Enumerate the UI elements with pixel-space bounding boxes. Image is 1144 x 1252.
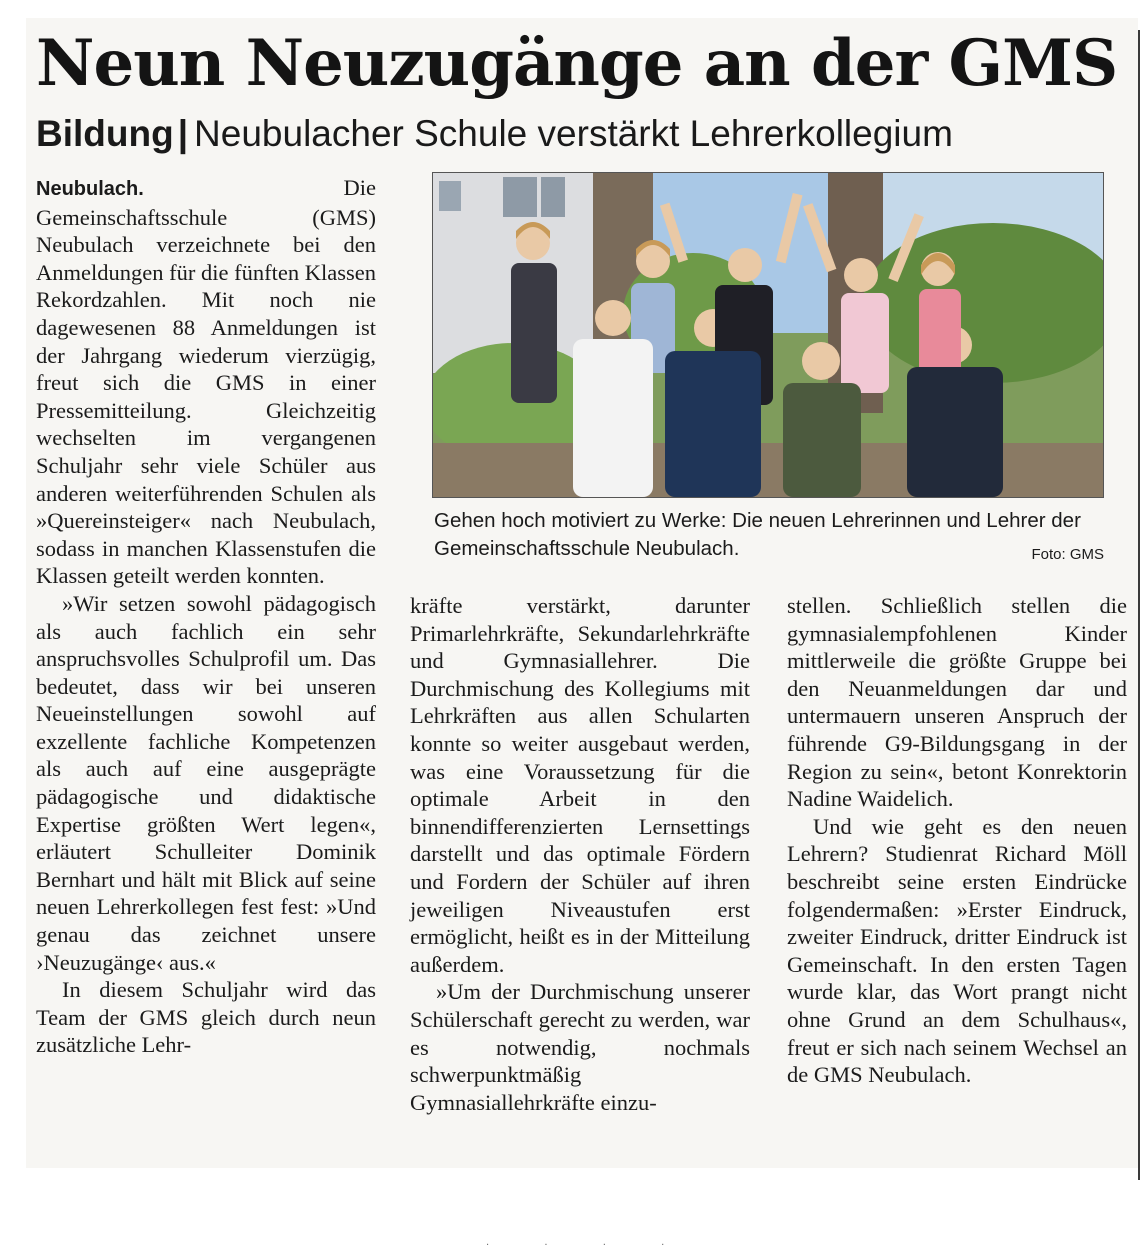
page-dots: · · · ·: [486, 1240, 691, 1251]
subheadline: Neubulacher Schule verstärkt Lehrerkollegium: [194, 113, 953, 154]
text-column-3: [787, 592, 1127, 1089]
article-photo: [432, 172, 1104, 498]
kicker: Bildung: [36, 113, 174, 154]
paragraph: stellen. Schließlich stellen die gymnasialempfohlenen Kinder mittlerweile die größte Gruppe bei den Neuanmeldungen dar und untermauern unseren Anspruch der führende G9-Bildungsgang in der Region zu sein«, betont Konrektorin Nadine Waidelich.: [787, 593, 1127, 812]
subheadline-row: [36, 110, 1126, 158]
caption-text: Gehen hoch motiviert zu Werke: Die neuen Lehrerinnen und Lehrer der Gemeinschaftsschule Neubulach.: [434, 509, 1081, 560]
paragraph: Und wie geht es den neuen Lehrern? Studienrat Richard Möll beschreibt seine ersten Eindrücke folgendermaßen: »Erster Eindruck, zweiter Eindruck, dritter Eindruck ist Gemeinschaft. In den ersten Tagen wurde klar, das Wort prangt nicht ohne Grund an dem Schulhaus«, freut er sich nach seinem Wechsel an de GMS Neubulach.: [787, 813, 1127, 1088]
dateline: Neubulach.: [36, 178, 144, 200]
column-rule: [1138, 30, 1140, 1180]
photo-credit: Foto: GMS: [1031, 546, 1104, 563]
paragraph: »Wir setzen sowohl pädagogisch als auch fachlich ein sehr anspruchsvolles Schulprofil um. Das bedeutet, dass wir bei unseren Neueinstellungen sowohl auf exzellente fachliche Kompetenzen als auch auf eine ausgeprägte pädagogische und didaktische Expertise größten Wert legen«, erläutert Schulleiter Dominik Bernhart und hält mit Blick auf seine neuen Lehrerkollegen fest fest: »Und genau das zeichnet unsere ›Neuzugänge‹ aus.«: [36, 590, 376, 975]
lead-text: Die Gemeinschaftsschule (GMS) Neubulach verzeichnete bei den Anmeldungen für die fünften Klassen Rekordzahlen. Mit noch nie dagewesenen 88 Anmeldungen ist der Jahrgang wiederum vierzügig, freut sich die GMS in einer Pressemitteilung. Gleichzeitig wechselten im vergangenen Schuljahr sehr viele Schüler aus anderen weiterführenden Schulen als »Quereinsteiger« nach Neubulach, sodass in manchen Klassenstufen die Klassen geteilt werden konnten.: [36, 175, 376, 589]
paragraph: In diesem Schuljahr wird das Team der GMS gleich durch neun zusätzliche Lehr-: [36, 977, 376, 1058]
group-photo-illustration: [433, 173, 1103, 497]
photo-caption: [434, 507, 1104, 569]
paragraph: »Um der Durchmischung unserer Schülerschaft gerecht zu werden, war es notwendig, nochmals schwerpunktmäßig Gymnasiallehrkräfte einzu-: [410, 979, 750, 1115]
lead-paragraph: [36, 174, 376, 590]
text-column-2: [410, 592, 750, 1116]
kicker-separator: |: [177, 113, 189, 154]
text-column-1: [36, 174, 376, 1059]
paragraph: kräfte verstärkt, darunter Primarlehrkräfte, Sekundarlehrkräfte und Gymnasiallehrer. Die Durchmischung des Kollegiums mit Lehrkräften aus allen Schularten konnte so weiter ausgebaut werden, was eine Voraussetzung für die optimale Arbeit in den binnendifferenzierten Lernsettings darstellt und das optimale Fördern und Fordern der Schüler auf ihren jeweiligen Niveaustufen erst ermöglicht, heißt es in der Mitteilung außerdem.: [410, 593, 750, 977]
headline: Neun Neuzugänge an der GMS: [36, 26, 1118, 101]
